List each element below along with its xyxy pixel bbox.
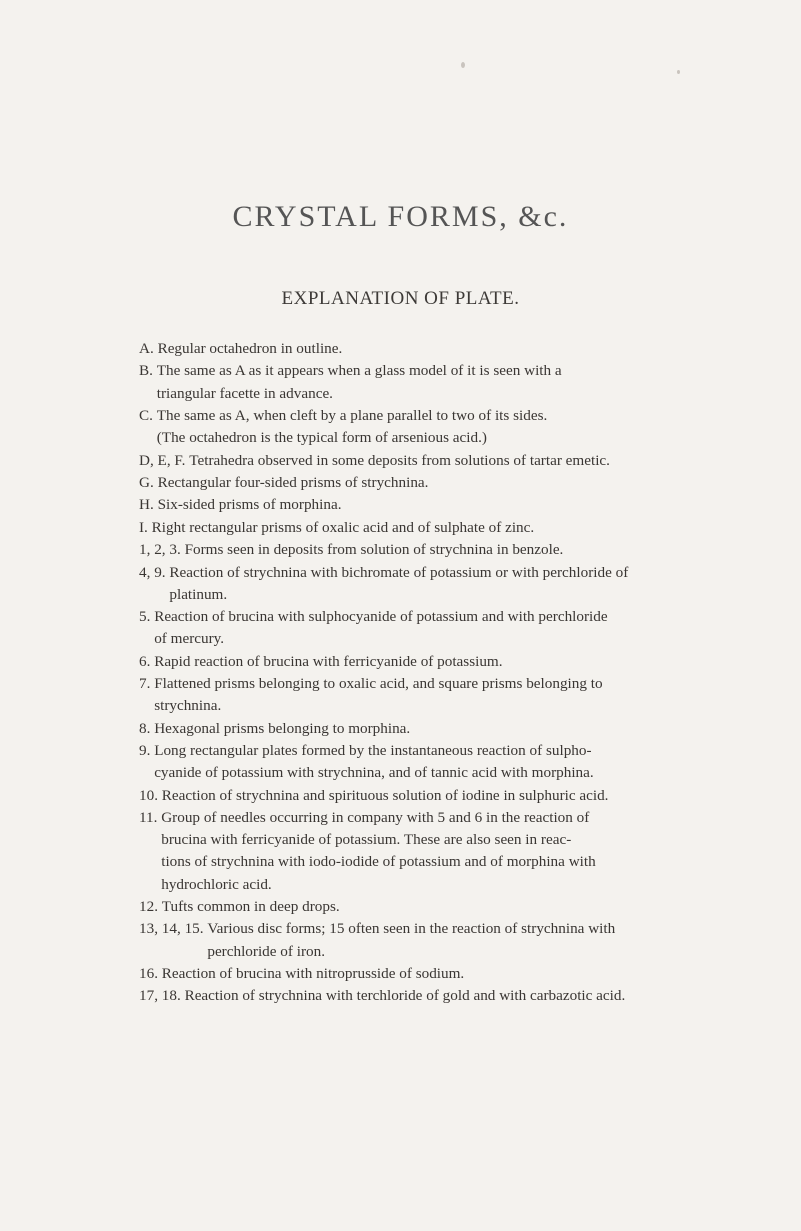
entry-line: Tetrahedra observed in some deposits from solutions of tartar emetic.	[189, 451, 610, 469]
entry-key: G.	[139, 473, 154, 491]
entry-line: Rapid reaction of brucina with ferricyanide of potassium.	[154, 652, 503, 670]
entry-line: Group of needles occurring in company with 5 and 6 in the reaction of	[161, 809, 590, 827]
entry-line: Hexagonal prisms belonging to morphina.	[154, 719, 411, 737]
entry-line: Regular octahedron in outline.	[157, 340, 343, 357]
plate-entry	[139, 539, 779, 561]
entry-description	[152, 517, 779, 539]
entry-line: cyanide of potassium with strychnina, and of tannic acid with morphina.	[154, 764, 594, 782]
entry-line: Six-sided prisms of morphina.	[157, 496, 342, 514]
entry-line: Long rectangular plates formed by the instantaneous reaction of sulpho-	[154, 742, 592, 760]
entry-description	[185, 985, 779, 1007]
entry-description	[162, 896, 779, 918]
plate-entry	[139, 338, 779, 360]
entry-key: B.	[139, 362, 153, 380]
entry-description	[169, 562, 779, 606]
entry-description	[161, 807, 779, 896]
entry-key: A.	[139, 340, 154, 357]
entry-line: strychnina.	[154, 697, 222, 715]
plate-entry	[139, 740, 779, 784]
plate-entry	[139, 494, 779, 516]
entry-description	[158, 338, 779, 360]
entry-key: 9.	[139, 742, 151, 760]
plate-entry	[139, 562, 779, 606]
entry-description	[154, 606, 779, 650]
plate-entry	[139, 807, 779, 896]
entry-line: Reaction of brucina with nitroprusside of sodium.	[161, 965, 465, 983]
plate-entry	[139, 606, 779, 650]
entry-key: 13, 14, 15.	[139, 920, 204, 938]
plate-entry	[139, 360, 779, 404]
entry-description	[154, 673, 779, 717]
plate-entry	[139, 785, 779, 807]
entry-description	[154, 718, 779, 740]
entry-line: Reaction of strychnina with bichromate of potassium or with perchloride of	[169, 563, 629, 581]
paper-speck	[461, 62, 465, 68]
entry-description	[162, 785, 779, 807]
entry-key: 6.	[139, 652, 151, 670]
entry-key: 8.	[139, 719, 151, 737]
entry-key: 16.	[139, 965, 158, 983]
entry-line: platinum.	[169, 585, 228, 603]
entry-line: hydrochloric acid.	[161, 875, 272, 893]
entry-line: Tufts common in deep drops.	[161, 898, 340, 916]
entry-line: brucina with ferricyanide of potassium. These are also seen in reac-	[161, 831, 572, 849]
entry-description	[189, 450, 779, 472]
entry-key: 12.	[139, 898, 158, 916]
plate-entry	[139, 985, 779, 1007]
entry-line: The same as A as it appears when a glass model of it is seen with a	[156, 362, 562, 380]
plate-entry	[139, 651, 779, 673]
entry-line: Forms seen in deposits from solution of strychnina in benzole.	[184, 541, 564, 559]
entry-key: 7.	[139, 675, 151, 693]
entry-key: H.	[139, 496, 154, 514]
plate-entry	[139, 405, 779, 449]
plate-entry	[139, 918, 779, 962]
entry-description	[185, 539, 779, 561]
entry-key: C.	[139, 406, 153, 424]
entry-line: Rectangular four-sided prisms of strychnina.	[157, 473, 429, 491]
entry-line: The same as A, when cleft by a plane parallel to two of its sides.	[156, 406, 548, 424]
page-title: CRYSTAL FORMS, &c.	[232, 200, 569, 233]
plate-entry	[139, 718, 779, 740]
entry-key: 17, 18.	[139, 987, 181, 1005]
plate-entry	[139, 896, 779, 918]
entry-line: Flattened prisms belonging to oxalic acid, and square prisms belonging to	[154, 675, 603, 693]
entry-description	[154, 651, 779, 673]
entry-description	[162, 963, 779, 985]
entry-description	[158, 472, 779, 494]
entry-line: triangular facette in advance.	[156, 384, 333, 402]
entry-key: 1, 2, 3.	[139, 541, 181, 559]
entry-key: D, E, F.	[139, 451, 186, 469]
entry-line: of mercury.	[154, 630, 225, 648]
plate-entry	[139, 472, 779, 494]
entry-key: I.	[139, 518, 148, 536]
plate-explanation-heading: EXPLANATION OF PLATE.	[281, 288, 520, 309]
paper-speck	[677, 70, 680, 74]
entry-line: tions of strychnina with iodo-iodide of potassium and of morphina with	[161, 853, 596, 871]
entry-key: 11.	[139, 809, 158, 827]
plate-entry	[139, 673, 779, 717]
entry-key: 4, 9.	[139, 563, 166, 581]
entry-line: Reaction of strychnina with terchloride of gold and with carbazotic acid.	[184, 987, 626, 1005]
entry-line: perchloride of iron.	[207, 942, 326, 960]
plate-entry	[139, 450, 779, 472]
plate-entries-list	[139, 338, 779, 1008]
entry-key: 5.	[139, 608, 151, 626]
entry-description	[157, 405, 779, 449]
plate-entry	[139, 963, 779, 985]
entry-line: Reaction of strychnina and spirituous solution of iodine in sulphuric acid.	[161, 786, 609, 804]
entry-description	[154, 740, 779, 784]
entry-description	[207, 918, 779, 962]
entry-description	[158, 494, 779, 516]
entry-line: Reaction of brucina with sulphocyanide of potassium and with perchloride	[154, 608, 608, 626]
entry-line: Right rectangular prisms of oxalic acid and of sulphate of zinc.	[151, 518, 535, 536]
entry-key: 10.	[139, 786, 158, 804]
entry-line: (The octahedron is the typical form of arsenious acid.)	[156, 429, 487, 447]
entry-description	[157, 360, 779, 404]
entry-line: Various disc forms; 15 often seen in the reaction of strychnina with	[207, 920, 616, 938]
plate-entry	[139, 517, 779, 539]
